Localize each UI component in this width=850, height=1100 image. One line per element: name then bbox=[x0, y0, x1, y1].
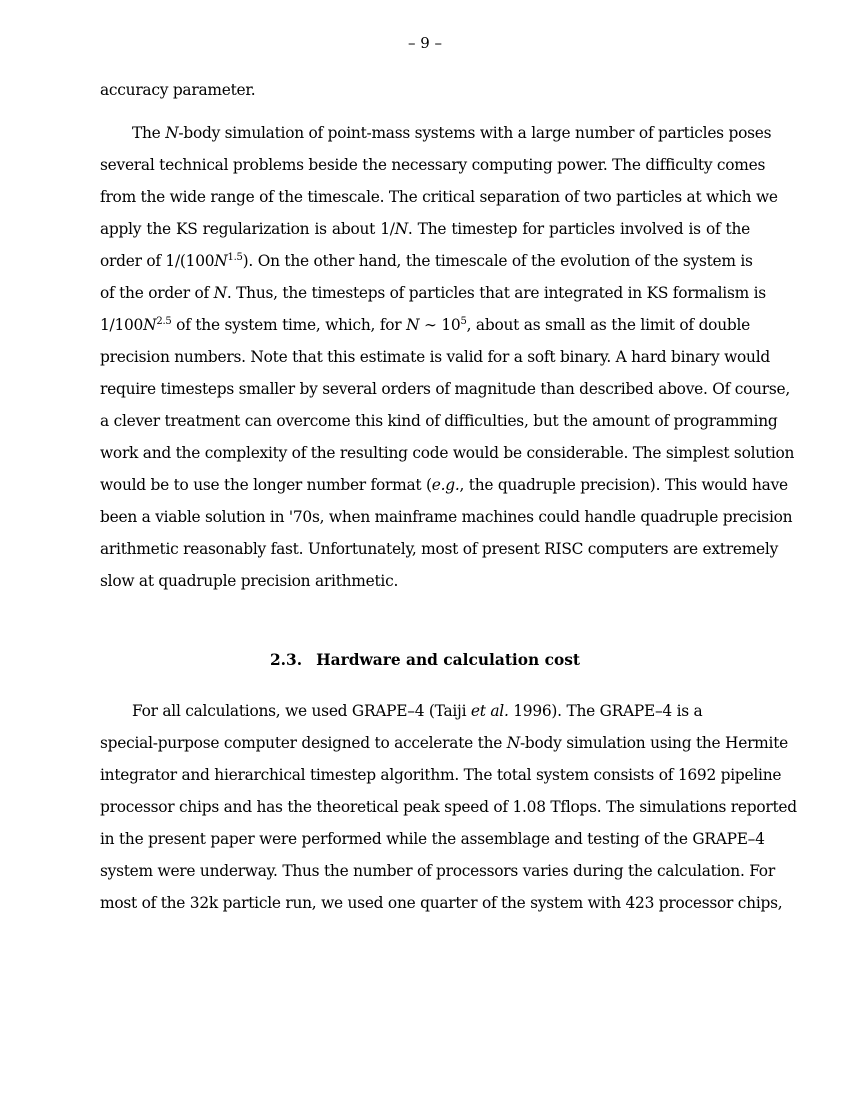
math-exponent: 2.5 bbox=[156, 316, 172, 327]
text-span: . The timestep for particles involved is of the bbox=[407, 220, 751, 238]
text-span: , about as small as the limit of double bbox=[466, 316, 750, 334]
text-line: system were underway. Thus the number of processors varies during the calculation. For bbox=[100, 862, 775, 880]
text-span: For all calculations, we used GRAPE–4 (Taiji bbox=[132, 702, 471, 720]
math-variable: N bbox=[506, 734, 520, 752]
math-variable: N bbox=[406, 316, 420, 334]
paragraph-first-line bbox=[132, 123, 772, 143]
text-span: 1/100 bbox=[100, 316, 144, 334]
text-span: of the order of bbox=[100, 284, 214, 302]
text-line: slow at quadruple precision arithmetic. bbox=[100, 572, 399, 590]
text-line: require timesteps smaller by several orders of magnitude than described above. Of course, bbox=[100, 380, 791, 398]
text-line: work and the complexity of the resulting code would be considerable. The simplest solution bbox=[100, 444, 795, 462]
text-line: in the present paper were performed while the assemblage and testing of the GRAPE–4 bbox=[100, 830, 765, 848]
text-span: apply the KS regularization is about 1/ bbox=[100, 220, 395, 238]
text-span: -body simulation using the Hermite bbox=[519, 734, 788, 752]
text-span: The bbox=[132, 124, 166, 142]
math-variable: N bbox=[213, 284, 227, 302]
text-line bbox=[100, 283, 766, 303]
math-exponent: 5 bbox=[460, 316, 467, 327]
text-span: -body simulation of point-mass systems with a large number of particles poses bbox=[178, 124, 772, 142]
text-span: order of 1/(100 bbox=[100, 252, 215, 270]
text-line: arithmetic reasonably fast. Unfortunately, most of present RISC computers are extremely bbox=[100, 540, 779, 558]
text-span: special-purpose computer designed to accelerate the bbox=[100, 734, 507, 752]
text-line bbox=[100, 251, 753, 271]
text-span: would be to use the longer number format ( bbox=[100, 476, 432, 494]
text-span: of the system time, which, for bbox=[171, 316, 407, 334]
text-line: processor chips and has the theoretical peak speed of 1.08 Tflops. The simulations reported bbox=[100, 798, 797, 816]
text-span: . Thus, the timesteps of particles that are integrated in KS formalism is bbox=[226, 284, 766, 302]
page-number: – 9 – bbox=[407, 34, 443, 52]
math-variable: N bbox=[165, 124, 179, 142]
section-heading bbox=[0, 650, 850, 670]
text-span: ∼ 10 bbox=[419, 316, 461, 334]
math-variable: N bbox=[394, 220, 408, 238]
math-exponent: 1.5 bbox=[227, 252, 243, 263]
text-span: ). On the other hand, the timescale of the evolution of the system is bbox=[242, 252, 753, 270]
text-line: been a viable solution in '70s, when mainframe machines could handle quadruple precision bbox=[100, 508, 793, 526]
text-line bbox=[100, 219, 750, 239]
math-variable: N bbox=[214, 252, 228, 270]
text-line: several technical problems beside the necessary computing power. The difficulty comes bbox=[100, 156, 766, 174]
text-line: most of the 32k particle run, we used one quarter of the system with 423 processor chips, bbox=[100, 894, 783, 912]
text-line: integrator and hierarchical timestep algorithm. The total system consists of 1692 pipeline bbox=[100, 766, 782, 784]
text-line bbox=[100, 315, 750, 335]
italic-abbreviation: e.g. bbox=[431, 476, 460, 494]
text-line: precision numbers. Note that this estimate is valid for a soft binary. A hard binary would bbox=[100, 348, 770, 366]
text-line: accuracy parameter. bbox=[100, 81, 256, 99]
math-variable: N bbox=[143, 316, 157, 334]
text-line bbox=[100, 475, 788, 495]
paragraph-first-line bbox=[132, 701, 702, 721]
text-span: , the quadruple precision). This would have bbox=[459, 476, 788, 494]
text-line: a clever treatment can overcome this kind of difficulties, but the amount of programming bbox=[100, 412, 778, 430]
section-title: Hardware and calculation cost bbox=[316, 651, 581, 669]
text-line bbox=[100, 733, 788, 753]
section-number: 2.3. bbox=[269, 651, 303, 669]
text-span: 1996). The GRAPE–4 is a bbox=[508, 702, 703, 720]
text-line: from the wide range of the timescale. The critical separation of two particles at which we bbox=[100, 188, 778, 206]
italic-citation: et al. bbox=[470, 702, 509, 720]
